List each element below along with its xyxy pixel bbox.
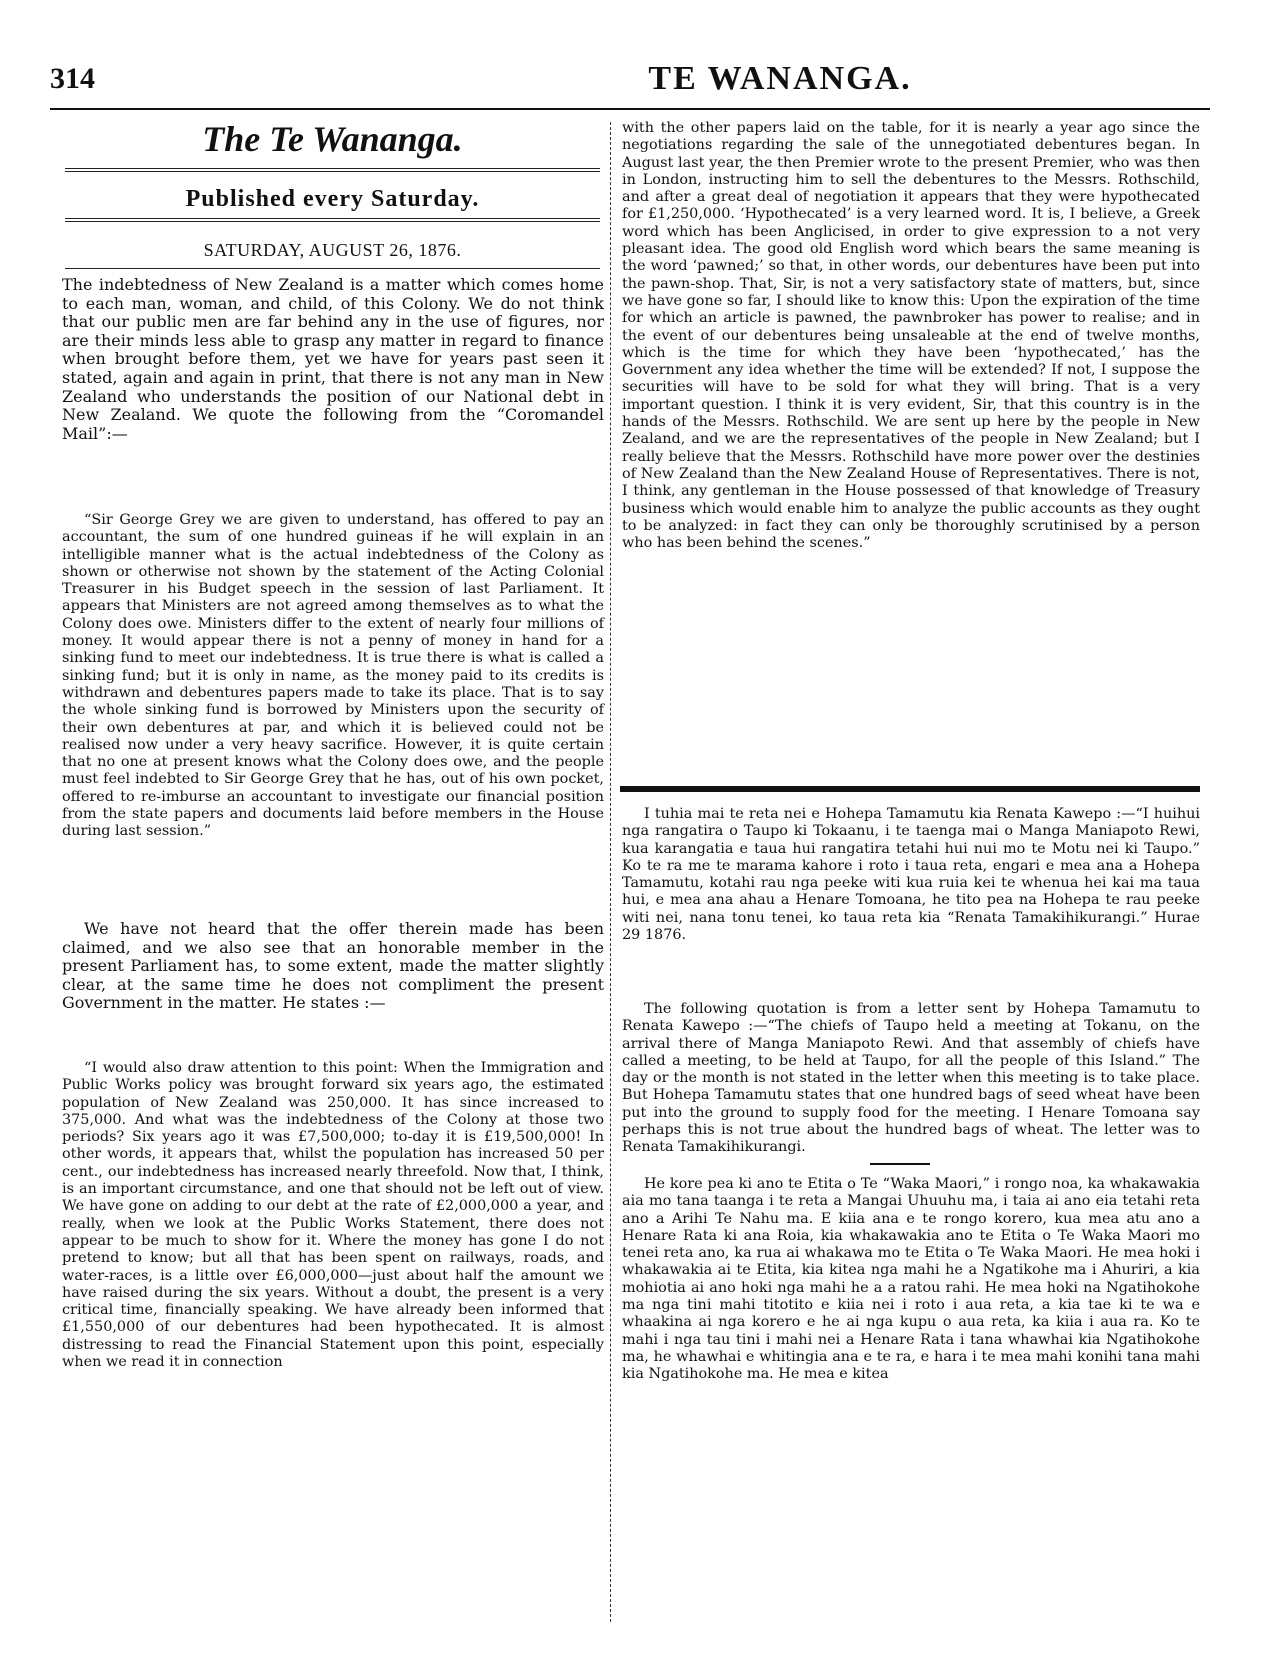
editorial-paragraph: The indebtedness of New Zealand is a matter which comes home to each man, woman, and child, of this Colony. We do not think that our public men are far behind any in the use of figures, nor are their minds less able to grasp any matter in regard to finance when brought before them, yet we have for years past seen it stated, again and again in print, that there is not any man in New Zealand who understands the position of our National debt in New Zealand. We quote the following from the “Coromandel Mail”:— — [62, 275, 604, 443]
quoted-paragraph: “I would also draw attention to this point: When the Immigration and Public Works policy was brought forward six years ago, the estimated population of New Zealand was 250,000. It has since increased to 375,000. And what was the indebtedness of the Colony at those two periods? Six years ago it was £7,500,000; to-day it is £19,500,000! In other words, it appears that, whilst the population has increased 50 per cent., our indebtedness has increased nearly threefold. Now that, I think, is an important circumstance, and one that should not be left out of view. We have gone on adding to our debt at the rate of £2,000,000 a year, and really, when we look at the Public Works Statement, there does not appear to be much to show for it. Where the money has gone I do not pretend to know; but all that has been spent on railways, roads, and water-races, is a little over £6,000,000—just about half the amount we have raised during the six years. Without a doubt, the present is a very critical time, financially speaking. We have already been informed that £1,550,000 of our debentures had been hypothecated. It is almost distressing to read the Financial Statement upon this point, especially when we read it in connection — [62, 1060, 604, 1371]
newspaper-title: TE WANANGA. — [648, 60, 912, 97]
published-notice: Published every Saturday. — [185, 186, 480, 212]
quoted-paragraph: “Sir George Grey we are given to understand, has offered to pay an accountant, the sum of one hundred guineas if he will explain in an intelligible manner what is the actual indebtedness of the Colony as shown or otherwise not shown by the statement of the Acting Colonial Treasurer in his Budget speech in the session of last Parliament. It appears that Ministers are not agreed among themselves as to what the Colony does owe. Ministers differ to the extent of nearly four millions of money. It would appear there is not a penny of money in hand for a sinking fund to meet our indebtedness. It is true there is what is called a sinking fund; but it is only in name, as the money paid to its credits is withdrawn and debentures papers made to take its place. That is to say the whole sinking fund is borrowed by Ministers upon the security of their own debentures at par, and which it is believed could not be realised now under a very heavy sacrifice. However, it is quite certain that no one at present knows what the Colony does owe, and the people must feel indebted to Sir George Grey that he has, out of his own pocket, offered to re-imburse an accountant to investigate our financial position from the state papers and documents laid before members in the House during last session.” — [62, 512, 604, 840]
maori-paragraph: I tuhia mai te reta nei e Hohepa Tamamutu kia Renata Kawepo :—“I huihui nga rangatira o Taupo ki Tokaanu, i te taenga mai o Manga Maniapoto Rewi, kua karangatia e taua hui rangatira tetahi hui nui mo te Motu nei ki Taupo.” Ko te ra me te marama kahore i roto i taua reta, engari e mea ana a Hohepa Tamamutu, kotahi rau nga peeke witi kua ruia kei te whenua hei kai ma taua hui, e mea ana ahau a Henare Tomoana, he tito pea na Hohepa te rau peeke witi nei, nana tonu tenei, ko taua reta kia “Renata Tamakihikurangi.” Hurae 29 1876. — [622, 806, 1200, 944]
masthead-rule — [65, 218, 600, 222]
masthead-title: The Te Wananga. — [202, 119, 463, 159]
quoted-paragraph: with the other papers laid on the table, for it is nearly a year ago since the negotiations regarding the sale of the unnegotiated debentures began. In August last year, the then Premier wrote to the present Premier, who was then in London, instructing him to sell the debentures to the Messrs. Rothschild, and after a great deal of negotiation it appears that they were hypothecated for £1,250,000. ‘Hypothecated’ is a very learned word. It is, I believe, a Greek word which has been Anglicised, in order to give expression to a not very pleasant idea. The good old English word which bears the same meaning is the word ‘pawned;’ so that, in other words, our debentures have been put into the pawn-shop. That, Sir, is not a very satisfactory state of matters, but, since we have gone so far, I should like to know this: Upon the expiration of the time for which an article is pawned, the pawnbroker has power to realise; and in the event of our debentures being unsaleable at the end of twelve months, which is the time for which they have been ‘hypothecated,’ has the Government any idea whether the time will be extended? If not, I suppose the securities will have to be sold for what they will bring. That is a very important question. I think it is very evident, Sir, that this country is in the hands of the Messrs. Rothschild. We are sent up here by the people in New Zealand, and we are the representatives of the people in New Zealand; but I really believe that the Messrs. Rothschild have more power over the destinies of New Zealand than the New Zealand House of Representatives. There is not, I think, any gentleman in the House possessed of that knowledge of Treasury business which would enable him to analyze the public accounts as they ought to be analyzed: in fact they can only be thoroughly scrutinised by a person who has been behind the scenes.” — [622, 120, 1200, 552]
dateline-rule — [65, 268, 600, 269]
maori-paragraph: He kore pea ki ano te Etita o Te “Waka Maori,” i rongo noa, ka whakawakia aia mo tana taanga i te reta a Mangai Uhuuhu ma, i taia ai ano eia tetahi reta ano a Arihi Te Nahu ma. E kiia ana e te rongo korero, kua mea atu ano a Henare Rata ki ana Roia, kia whakawakia ano te Etita o Te Waka Maori mo tenei reta ano, ka rua ai whakawa mo te Etita o Te Waka Maori. He mea hoki i whakawakia ai te Etita, kia kitea nga mahi he a Ngatikohe ma i Ahuriri, a kia mohiotia ai ano hoki nga mahi he a a ratou rahi. He mea hoki na Ngatihokohe ma nga tini mahi titotito e kiia nei i roto i aua reta, a kia tae ki te wa e whaakina ai nga korero e he ai nga kupu o aua reta, ka kiia i aua ra. Ko te mahi i nga tau tini i mahi nei a Henare Rata i tana whawhai kia Ngatihokohe ma, he whawhai e whitingia ana e te ra, e hara i te mea mahi konihi tana mahi kia Ngatihokohe ma. He mea e kitea — [622, 1176, 1200, 1383]
header-rule — [50, 108, 1210, 110]
page-number: 314 — [50, 62, 95, 95]
column-divider — [610, 122, 611, 1622]
translation-paragraph: The following quotation is from a letter sent by Hohepa Tamamutu to Renata Kawepo :—“The chiefs of Taupo held a meeting at Tokanu, on the arrival there of Manga Maniapoto Rewi. And that assembly of chiefs have called a meeting, to be held at Taupo, for all the people of this Island.” The day or the month is not stated in the letter when this meeting is to take place. But Hohepa Tamamutu states that one hundred bags of seed wheat have been put into the ground to supply food for the meeting. I Henare Tomoana say perhaps this is not true about the hundred bags of wheat. The letter was to Renata Tamakihikurangi. — [622, 1001, 1200, 1156]
editorial-paragraph: We have not heard that the offer therein made has been claimed, and we also see that an honorable member in the present Parliament has, to some extent, made the matter slightly clear, at the same time he does not compliment the present Government in the matter. He states :— — [62, 919, 604, 1013]
section-rule — [620, 786, 1200, 792]
dateline: SATURDAY, AUGUST 26, 1876. — [203, 240, 462, 260]
masthead-rule — [65, 168, 600, 172]
section-rule — [870, 1163, 930, 1165]
